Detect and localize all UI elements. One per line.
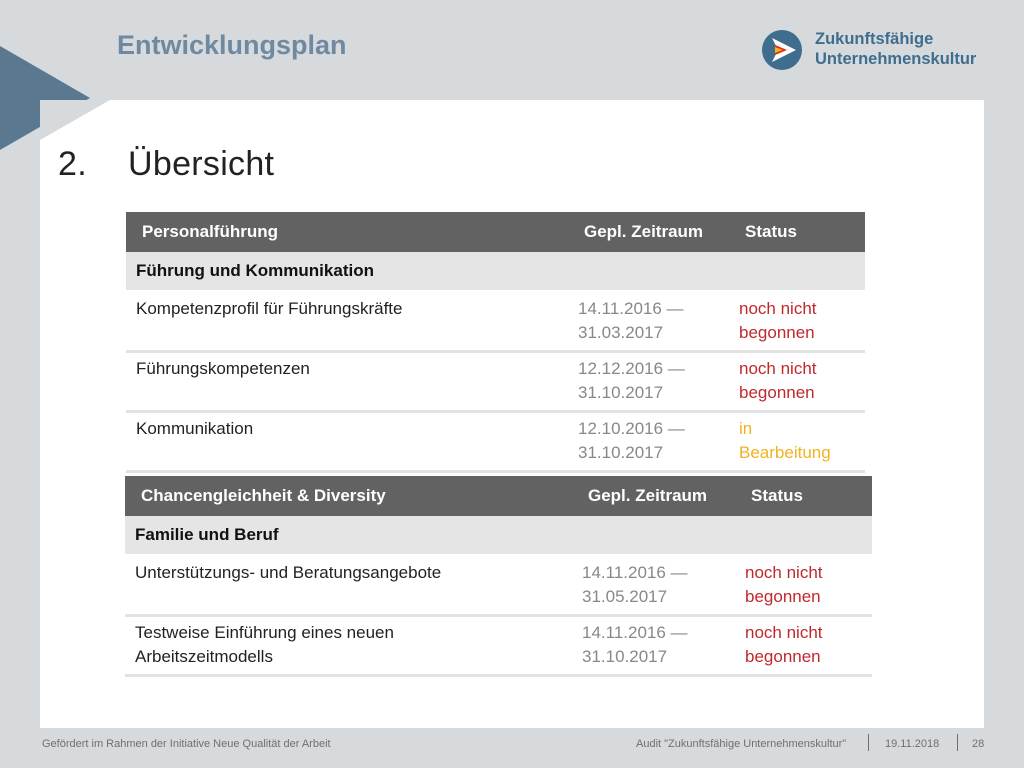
footer-divider [957, 734, 958, 751]
column-header: Personalführung [126, 212, 568, 252]
footer-divider [868, 734, 869, 751]
section-heading [58, 145, 274, 184]
status-cell [729, 412, 865, 472]
panel-corner-notch [40, 100, 110, 140]
period-start: 12.10.2016 — [578, 419, 685, 438]
section-title: Übersicht [128, 145, 275, 183]
period-end: 31.10.2017 [582, 647, 668, 666]
measure-text: Kommunikation [136, 419, 254, 438]
measure-text: Kompetenzprofil für Führungskräfte [136, 299, 403, 318]
column-header: Gepl. Zeitraum [572, 476, 735, 516]
section-number: 2. [58, 145, 87, 183]
group-row [126, 252, 865, 292]
status-text: begonnen [745, 647, 821, 666]
table-row [126, 292, 865, 352]
measure-cell [126, 352, 568, 412]
period-start: 14.11.2016 — [582, 623, 688, 642]
status-text: begonnen [739, 323, 815, 342]
measure-text: Testweise Einführung eines neuen [135, 623, 394, 642]
group-row [125, 516, 872, 556]
period-start: 14.11.2016 — [578, 299, 684, 318]
column-header: Chancengleichheit & Diversity [125, 476, 572, 516]
measure-cell [125, 616, 572, 676]
status-text: begonnen [739, 383, 815, 402]
plan-table-chancengleichheit [125, 476, 872, 677]
measure-cell [126, 292, 568, 352]
column-header: Gepl. Zeitraum [568, 212, 729, 252]
status-cell [729, 292, 865, 352]
status-cell [735, 616, 872, 676]
footer-page-number: 28 [972, 738, 985, 750]
period-cell [568, 412, 729, 472]
slide-title: Entwicklungsplan [117, 30, 347, 60]
period-end: 31.10.2017 [578, 443, 664, 462]
period-cell [568, 292, 729, 352]
group-label: Führung und Kommunikation [126, 252, 865, 292]
table-header-row [126, 212, 865, 252]
period-cell [572, 616, 735, 676]
status-text: noch nicht [745, 563, 823, 582]
period-end: 31.03.2017 [578, 323, 664, 342]
group-label: Familie und Beruf [125, 516, 872, 556]
plan-table-personalfuehrung [126, 212, 865, 473]
logo [760, 26, 1000, 74]
column-header: Status [729, 212, 865, 252]
measure-text: Unterstützungs- und Beratungsangebote [135, 563, 442, 582]
measure-text: Führungskompetenzen [136, 359, 310, 378]
logo-text-line1: Zukunftsfähige [815, 30, 934, 48]
status-text: noch nicht [739, 359, 817, 378]
measure-text: Arbeitszeitmodells [135, 647, 273, 666]
period-start: 14.11.2016 — [582, 563, 688, 582]
period-end: 31.05.2017 [582, 587, 668, 606]
table-row [126, 352, 865, 412]
period-start: 12.12.2016 — [578, 359, 685, 378]
table-row [126, 412, 865, 472]
status-cell [735, 556, 872, 616]
status-cell [729, 352, 865, 412]
status-text: noch nicht [739, 299, 817, 318]
footer-funding-note: Gefördert im Rahmen der Initiative Neue Qualität der Arbeit [42, 738, 331, 750]
period-cell [572, 556, 735, 616]
period-end: 31.10.2017 [578, 383, 664, 402]
measure-cell [126, 412, 568, 472]
table-row [125, 616, 872, 676]
logo-text-line2: Unternehmenskultur [815, 50, 977, 68]
logo-mark-icon [760, 28, 804, 72]
status-text: noch nicht [745, 623, 823, 642]
table-row [125, 556, 872, 616]
status-text: begonnen [745, 587, 821, 606]
table-header-row [125, 476, 872, 516]
status-text: Bearbeitung [739, 443, 831, 462]
status-text: in [739, 419, 753, 438]
period-cell [568, 352, 729, 412]
footer-audit-label: Audit "Zukunftsfähige Unternehmenskultur" [636, 738, 847, 750]
measure-cell [125, 556, 572, 616]
column-header: Status [735, 476, 872, 516]
footer-date: 19.11.2018 [885, 738, 940, 750]
